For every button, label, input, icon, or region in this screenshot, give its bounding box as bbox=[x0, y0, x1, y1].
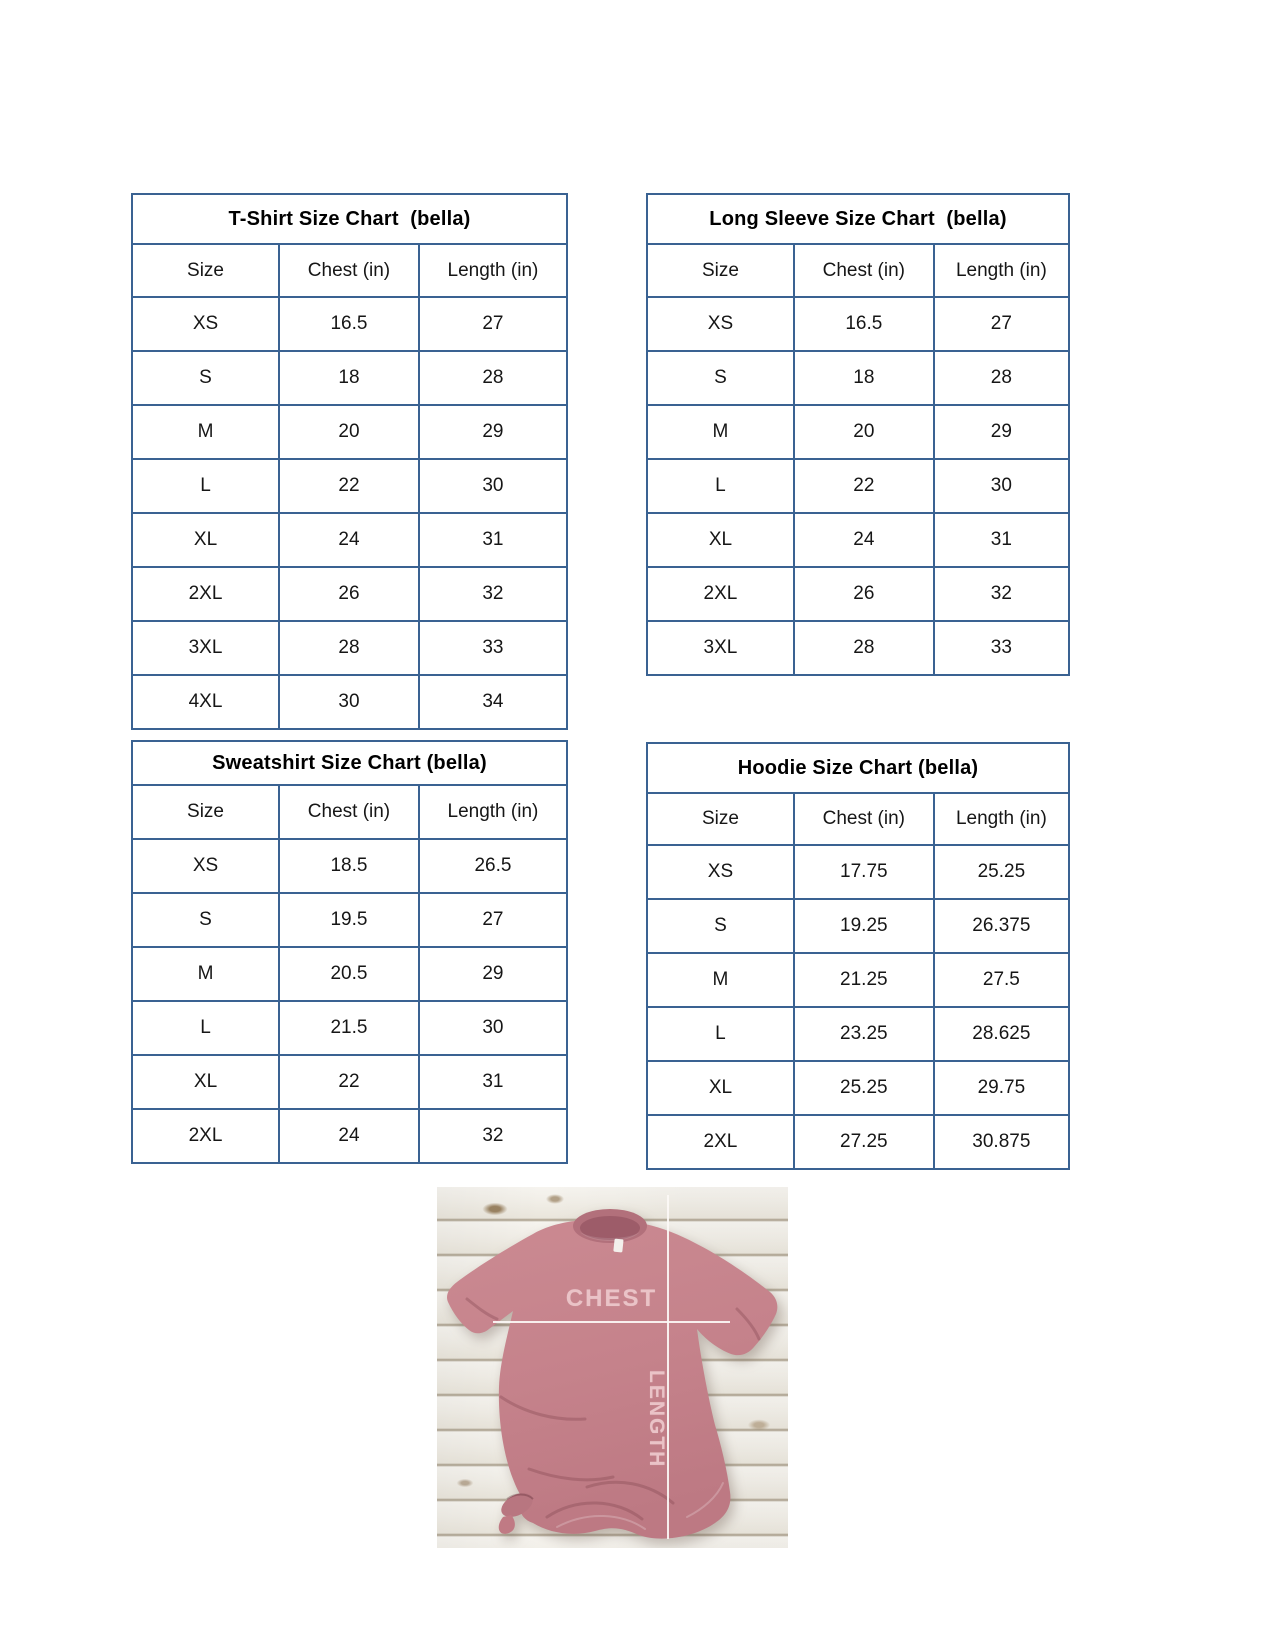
table-cell: XS bbox=[192, 313, 219, 334]
table-cell: 31 bbox=[418, 1056, 566, 1108]
table-row bbox=[648, 898, 1068, 952]
table-cell: XS bbox=[707, 313, 734, 334]
table-cell: 2XL bbox=[188, 1125, 223, 1146]
table-cell: 17.75 bbox=[793, 846, 933, 898]
table-cell: 19.25 bbox=[793, 900, 933, 952]
table-cell: 33 bbox=[418, 622, 566, 674]
table-cell: S bbox=[714, 915, 727, 936]
table-row bbox=[133, 1108, 566, 1162]
table-cell: L bbox=[715, 1023, 726, 1044]
table-cell: 20 bbox=[278, 406, 418, 458]
table-cell: 28.625 bbox=[933, 1008, 1068, 1060]
table-cell: 21.25 bbox=[793, 954, 933, 1006]
table-cell: M bbox=[712, 421, 729, 442]
column-header: Length (in) bbox=[418, 786, 566, 838]
table-cell: M bbox=[197, 421, 214, 442]
table-row bbox=[648, 620, 1068, 674]
table-cell: 3XL bbox=[703, 637, 738, 658]
table-cell: 2XL bbox=[703, 1131, 738, 1152]
table-cell: S bbox=[714, 367, 727, 388]
table-row bbox=[133, 512, 566, 566]
table-header-row bbox=[648, 794, 1068, 844]
table-row bbox=[648, 458, 1068, 512]
table-header-row bbox=[648, 245, 1068, 296]
column-header: Chest (in) bbox=[793, 794, 933, 844]
table-cell: 28 bbox=[278, 622, 418, 674]
table-cell: 32 bbox=[418, 1110, 566, 1162]
table-cell: XS bbox=[192, 855, 219, 876]
table-cell: 19.5 bbox=[278, 894, 418, 946]
table-row bbox=[133, 674, 566, 728]
table-cell: 30 bbox=[418, 460, 566, 512]
table-row bbox=[133, 946, 566, 1000]
chest-label: CHEST bbox=[565, 1285, 658, 1312]
tshirt-size-table bbox=[131, 193, 568, 730]
table-cell: XL bbox=[193, 529, 218, 550]
table-cell: XS bbox=[707, 861, 734, 882]
tshirt-measurement-photo bbox=[437, 1187, 788, 1548]
table-row bbox=[133, 1000, 566, 1054]
sweatshirt-size-table bbox=[131, 740, 568, 1164]
table-cell: 26.375 bbox=[933, 900, 1068, 952]
table-row bbox=[133, 404, 566, 458]
table-row bbox=[133, 458, 566, 512]
chest-measure-line bbox=[493, 1321, 730, 1323]
table-cell: 30 bbox=[418, 1002, 566, 1054]
length-measure-line bbox=[667, 1195, 669, 1539]
hoodie-size-table bbox=[646, 742, 1070, 1170]
table-cell: 31 bbox=[933, 514, 1068, 566]
table-cell: 16.5 bbox=[793, 298, 933, 350]
table-row bbox=[133, 566, 566, 620]
table-cell: 30 bbox=[933, 460, 1068, 512]
table-header-row bbox=[133, 245, 566, 296]
table-cell: 2XL bbox=[703, 583, 738, 604]
table-cell: 27 bbox=[418, 298, 566, 350]
table-body bbox=[133, 296, 566, 728]
table-cell: XL bbox=[708, 529, 733, 550]
table-row bbox=[133, 350, 566, 404]
table-cell: 3XL bbox=[188, 637, 223, 658]
table-title: Hoodie Size Chart (bella) bbox=[648, 744, 1068, 794]
column-header: Chest (in) bbox=[278, 786, 418, 838]
column-header: Length (in) bbox=[933, 794, 1068, 844]
table-cell: 2XL bbox=[188, 583, 223, 604]
table-row bbox=[133, 296, 566, 350]
table-cell: 30.875 bbox=[933, 1116, 1068, 1168]
table-cell: L bbox=[200, 1017, 211, 1038]
table-body bbox=[133, 838, 566, 1162]
table-row bbox=[133, 892, 566, 946]
table-row bbox=[648, 1060, 1068, 1114]
table-cell: XL bbox=[708, 1077, 733, 1098]
tshirt-illustration bbox=[437, 1187, 788, 1548]
table-row bbox=[133, 620, 566, 674]
table-cell: 34 bbox=[418, 676, 566, 728]
table-cell: 24 bbox=[278, 514, 418, 566]
table-cell: 20.5 bbox=[278, 948, 418, 1000]
table-cell: 24 bbox=[793, 514, 933, 566]
table-cell: 27.25 bbox=[793, 1116, 933, 1168]
table-cell: 31 bbox=[418, 514, 566, 566]
table-cell: 16.5 bbox=[278, 298, 418, 350]
column-header: Size bbox=[187, 801, 224, 822]
column-header: Chest (in) bbox=[278, 245, 418, 296]
table-cell: M bbox=[197, 963, 214, 984]
table-cell: 33 bbox=[933, 622, 1068, 674]
table-row bbox=[648, 404, 1068, 458]
table-cell: 18 bbox=[793, 352, 933, 404]
table-cell: 32 bbox=[418, 568, 566, 620]
table-body bbox=[648, 844, 1068, 1168]
table-cell: 29 bbox=[933, 406, 1068, 458]
table-cell: 18.5 bbox=[278, 840, 418, 892]
table-title: Sweatshirt Size Chart (bella) bbox=[133, 742, 566, 786]
table-title: T-Shirt Size Chart (bella) bbox=[133, 195, 566, 245]
column-header: Size bbox=[701, 808, 739, 829]
column-header: Length (in) bbox=[418, 245, 566, 296]
column-header: Length (in) bbox=[933, 245, 1068, 296]
table-row bbox=[133, 838, 566, 892]
table-cell: 28 bbox=[933, 352, 1068, 404]
table-cell: L bbox=[200, 475, 211, 496]
table-cell: XL bbox=[193, 1071, 218, 1092]
column-header: Size bbox=[701, 259, 739, 281]
table-cell: 20 bbox=[793, 406, 933, 458]
table-header-row bbox=[133, 786, 566, 838]
table-cell: 23.25 bbox=[793, 1008, 933, 1060]
table-cell: 32 bbox=[933, 568, 1068, 620]
longsleeve-size-table bbox=[646, 193, 1070, 676]
table-cell: 29 bbox=[418, 948, 566, 1000]
table-cell: L bbox=[715, 475, 726, 496]
table-row bbox=[648, 1114, 1068, 1168]
table-cell: 27 bbox=[933, 298, 1068, 350]
table-cell: 27 bbox=[418, 894, 566, 946]
table-cell: 30 bbox=[278, 676, 418, 728]
table-cell: 21.5 bbox=[278, 1002, 418, 1054]
table-cell: 24 bbox=[278, 1110, 418, 1162]
length-label: LENGTH bbox=[645, 1370, 668, 1469]
column-header: Size bbox=[187, 259, 224, 281]
table-title: Long Sleeve Size Chart (bella) bbox=[648, 195, 1068, 245]
table-cell: 4XL bbox=[188, 691, 223, 712]
table-cell: 26 bbox=[278, 568, 418, 620]
table-cell: 18 bbox=[278, 352, 418, 404]
table-cell: 28 bbox=[418, 352, 566, 404]
column-header: Chest (in) bbox=[793, 245, 933, 296]
table-cell: M bbox=[712, 969, 729, 990]
table-row bbox=[648, 566, 1068, 620]
table-cell: 26 bbox=[793, 568, 933, 620]
table-row bbox=[648, 952, 1068, 1006]
table-row bbox=[648, 350, 1068, 404]
table-row bbox=[648, 296, 1068, 350]
table-row bbox=[133, 1054, 566, 1108]
table-cell: 25.25 bbox=[793, 1062, 933, 1114]
table-cell: 22 bbox=[793, 460, 933, 512]
table-cell: 22 bbox=[278, 1056, 418, 1108]
table-row bbox=[648, 1006, 1068, 1060]
table-cell: 28 bbox=[793, 622, 933, 674]
table-row bbox=[648, 844, 1068, 898]
table-row bbox=[648, 512, 1068, 566]
table-cell: 29.75 bbox=[933, 1062, 1068, 1114]
table-cell: 22 bbox=[278, 460, 418, 512]
table-body bbox=[648, 296, 1068, 674]
table-cell: 26.5 bbox=[418, 840, 566, 892]
table-cell: 25.25 bbox=[933, 846, 1068, 898]
table-cell: 29 bbox=[418, 406, 566, 458]
table-cell: S bbox=[199, 367, 212, 388]
table-cell: 27.5 bbox=[933, 954, 1068, 1006]
table-cell: S bbox=[199, 909, 212, 930]
